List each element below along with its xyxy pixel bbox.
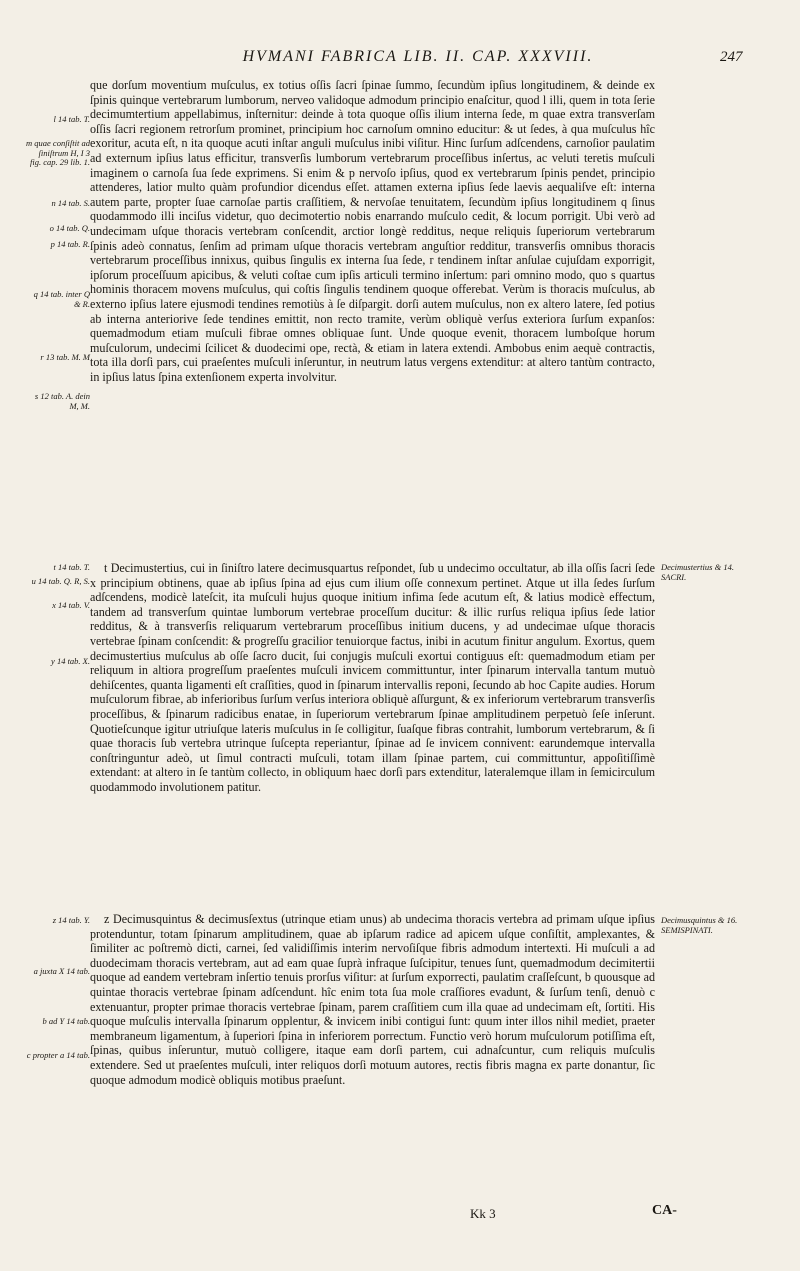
signature-mark: Kk 3: [470, 1206, 496, 1221]
paragraph-3: [90, 912, 655, 1087]
margin-note: u 14 tab. Q. R, S.: [31, 576, 90, 586]
paragraph-1: [90, 78, 655, 384]
catchword: CA-: [652, 1203, 677, 1218]
margin-note: x 14 tab. V.: [52, 600, 90, 610]
margin-note: r 13 tab. M. M: [40, 352, 90, 362]
page-number: 247: [720, 49, 743, 65]
margin-note: y 14 tab. X.: [51, 656, 90, 666]
margin-note: p 14 tab. R.: [50, 239, 90, 249]
running-head: HVMANI FABRICA LIB. II. CAP. XXXVIII.: [242, 48, 594, 65]
paragraph-text: z Decimusquintus & decimusſextus (utrinque etiam unus) ab undecima thoracis vertebra ad primam uſque ipſius protenduntur, totam ſpinarum amplitudinem, quae ab ipſarum radice ad apicem uſque conſiſtit, amplexantes, & ſimiliter ac poſtremò dicti, carnei, ſed validiſſimis interim nervoſiſque fibris admodum intertexti. Hi muſculi a ad duodecimam thoracis vertebram, aut ad eam quae ſuprà infraque ſuſcipitur, tenues ſunt, quemadmodum decimitertii quoque ad eandem vertebram inſertio tenuis prorſus viſitur: at ſurſum exporrecti, paulatim craſſeſcunt, b quousque ad quintae thoracis vertebrae ſpinam adſcendunt. hîc enim tota ſua mole craſſiores evadunt, & ſurſum tenſi, denuò c extenuantur, propter primae thoracis vertebrae ſpinam, parem craſſitiem cum illa quae ad undecimam eſt, ſortiti. His quoque muſculis intervalla ſpinarum opplentur, & invicem inibi contigui ſunt: quum inter illos nihil mediet, praeter membraneum ligamentum, à ſuperiori ſpina in inferiorem porrectum. Functio verò horum muſculorum potiſſima eſt, ſpinas, quibus inſeruntur, mutuò colligere, itaque eam dorſi partem, cui adnaſcuntur, cum reliquis muſculis extendere. Sed ut praeſentes muſculi, inter reliquos dorſi motuum autores, rectis fibris magna ex parte donantur, ſic quoque admodum modicè obliquis motibus praeſunt.: [90, 912, 655, 1087]
margin-note: b ad Y 14 tab.: [42, 1016, 90, 1026]
paragraph-2: [90, 561, 655, 795]
paragraph-text: que dorſum moventium muſculus, ex totius oſſis ſacri ſpinae ſummo, ſecundùm ipſius longitudinem, & deinde ex ſpinis quinque vertebrarum lumborum, nerveo validoque admodum principio enaſcitur, quod l illi, quem in tota ſerie decimumtertium appellabimus, inſternitur: deinde à tota quoque oſſis ilium interna ſede, m quae extra transverſam oſſis ſacri regionem retrorſum prominet, principium hoc carnoſum omnino educitur: & ut ſedes, à qua muſculus hîc exoritur, acuta eſt, n ita quoque acuti inſtar anguli muſculus inibi viſitur. Hinc ſurſum adſcendens, carnoſior paulatim ad externum ipſius latus efficitur, transverſis lumborum vertebrarum proceſſibus inſertus, ac veluti teretis muſculi imaginem o carnoſa ſua ſede exprimens. Si enim & p nervoſo ipſius, quod ex vertebrarum ſpinis pendet, principio attenderes, latior multo quàm profundior dicendus eſſet. attamen externa ipſius ſede laevis aequaliſve eſt: interna autem parte, propter ſuae carnoſae partis craſſitiem, & nervoſae tenuitatem, ſecundùm ipſius longitudinem q ſinus quodammodo illi inciſus videtur, quo decimotertio nobis enarrando muſculo cedit, & locum porrigit. Ubi verò ad undecimam uſque thoracis vertebram conſcendit, arctior longè redditus, neque reliquis ſuperiorum vertebrarum ſpinis adeò connatus, ſenſim ad primam uſque thoracis vertebram anguſtior redditur, transverſis omnibus thoracis vertebrarum proceſſibus innixus, quibus ſingulis ex interna ſua ſede, r tendinem inſtar anſulae cujuſdam exporrigit, ipſorum proceſſuum apicibus, & veluti coſtae cum ipſis articuli termino inſertum: pari omnino modo, quo s quartus hominis thoracem movens muſculus, qui coſtis ſingulis tendinem quoque offerebat. Verùm is thoracis muſculus, ab externo ipſius latere ejusmodi tendines remotiùs à ſe diſpargit. dorſi autem muſculus, non ex altero latere, ſed potius ab interna anteriorive ſede tendines emittit, non recto tramite, verùm obliquè verſus exteriora ſurſum expanſos: quemadmodum etiam muſculi fibrae omnes obliquae ſunt. Unde quoque evenit, thoracem lumboſque horum muſculorum, undecimi ſcilicet & duodecimi ope, rectà, & etiam in latera extendi. Ambobus enim aequè contractis, tota illa dorſi pars, cui praeſentes muſculi inſeruntur, in neutrum latus vergens extenditur: at altero tantùm contracto, in ipſius latus ſpina extenſionem experta involvitur.: [90, 78, 655, 384]
margin-note: n 14 tab. S.: [51, 198, 90, 208]
margin-note: c propter a 14 tab.: [26, 1050, 90, 1060]
margin-note: m quae conſiſtit ad ſiniſtrum H, I 3 fig. cap. 29 lib. 1.: [26, 138, 90, 167]
margin-note: t 14 tab. T.: [53, 562, 90, 572]
margin-note: o 14 tab. Q.: [49, 223, 90, 233]
margin-note: z 14 tab. Y.: [52, 915, 90, 925]
margin-heading: Decimustertius & 14. SACRI.: [661, 562, 734, 582]
margin-note: q 14 tab. inter Q & R.: [33, 289, 90, 309]
margin-note: s 12 tab. A. dein M, M.: [34, 391, 90, 411]
margin-note: a juxta X 14 tab.: [33, 966, 90, 976]
margin-heading: Decimusquintus & 16. SEMISPINATI.: [661, 915, 738, 935]
margin-note: l 14 tab. T.: [53, 114, 90, 124]
paragraph-text: t Decimustertius, cui in ſiniſtro latere decimusquartus reſpondet, ſub u undecimo occultatur, ab illa oſſis ſacri ſede x principium obtinens, quae ab ipſius ſpina ad ejus cum ilium oſſe connexum pertinet. Atque ut illa ſedes ſurſum adſcendens, modicè lateſcit, ita muſculi hujus quoque initium infima ſede acutum eſt, & latius modicè effectum, tandem ad transverſum quintae lumborum vertebrae proceſſum ducitur: & illic rurſus reliqua ipſius ſede latior redditus, & à transverſis reliquarum vertebrarum proceſſibus initium ducens, y ad undecimae uſque thoracis vertebrae ſpinam conſcendit: & progreſſu gracilior tenuiorque factus, inibi in acutum finitur angulum. Exortus, quem decimustertius muſculus ab oſſe ſacro ducit, ſui conjugis muſculi exortui contiguus eſt: quemadmodum etiam per reliquum in altiora progreſſum praeſentes muſculi invicem committuntur, inter ſpinarum intervalla tantum mutuò dehiſcentes, quanta ligamenti eſt craſſities, quod in ſpinarum intervallis reponi, ſecundo ab hoc Capite audies. Horum muſculorum fibrae, ab inferioribus ſurſum verſus interiora obliquè aſſurgunt, & ex inferiorum vertebrarum transverſis proceſſibus, & ſpinarum radicibus enatae, in ſuperiorum vertebrarum ſpinae amplitudinem perpetuò ſeſe inſerunt. Quotieſcunque igitur utriuſque lateris muſculus in ſe colligitur, ſuaſque fibras contrahit, lumborum vertebrarum, & ſi quae thoracis ſub vertebra utrinque ſuſcepta reperiantur, ſpinae ad ſe invicem connivent: earundemque intervalla conſtringuntur adeò, ut ſimul contracti muſculi, totam illam ſpinae partem, cui committuntur, appoſitiſſimè extendant: at altero in ſe tantùm collecto, in obliquum haec dorſi pars extenditur, lateralemque illam in ſemicirculum quodammodo involutionem patitur.: [90, 561, 655, 794]
